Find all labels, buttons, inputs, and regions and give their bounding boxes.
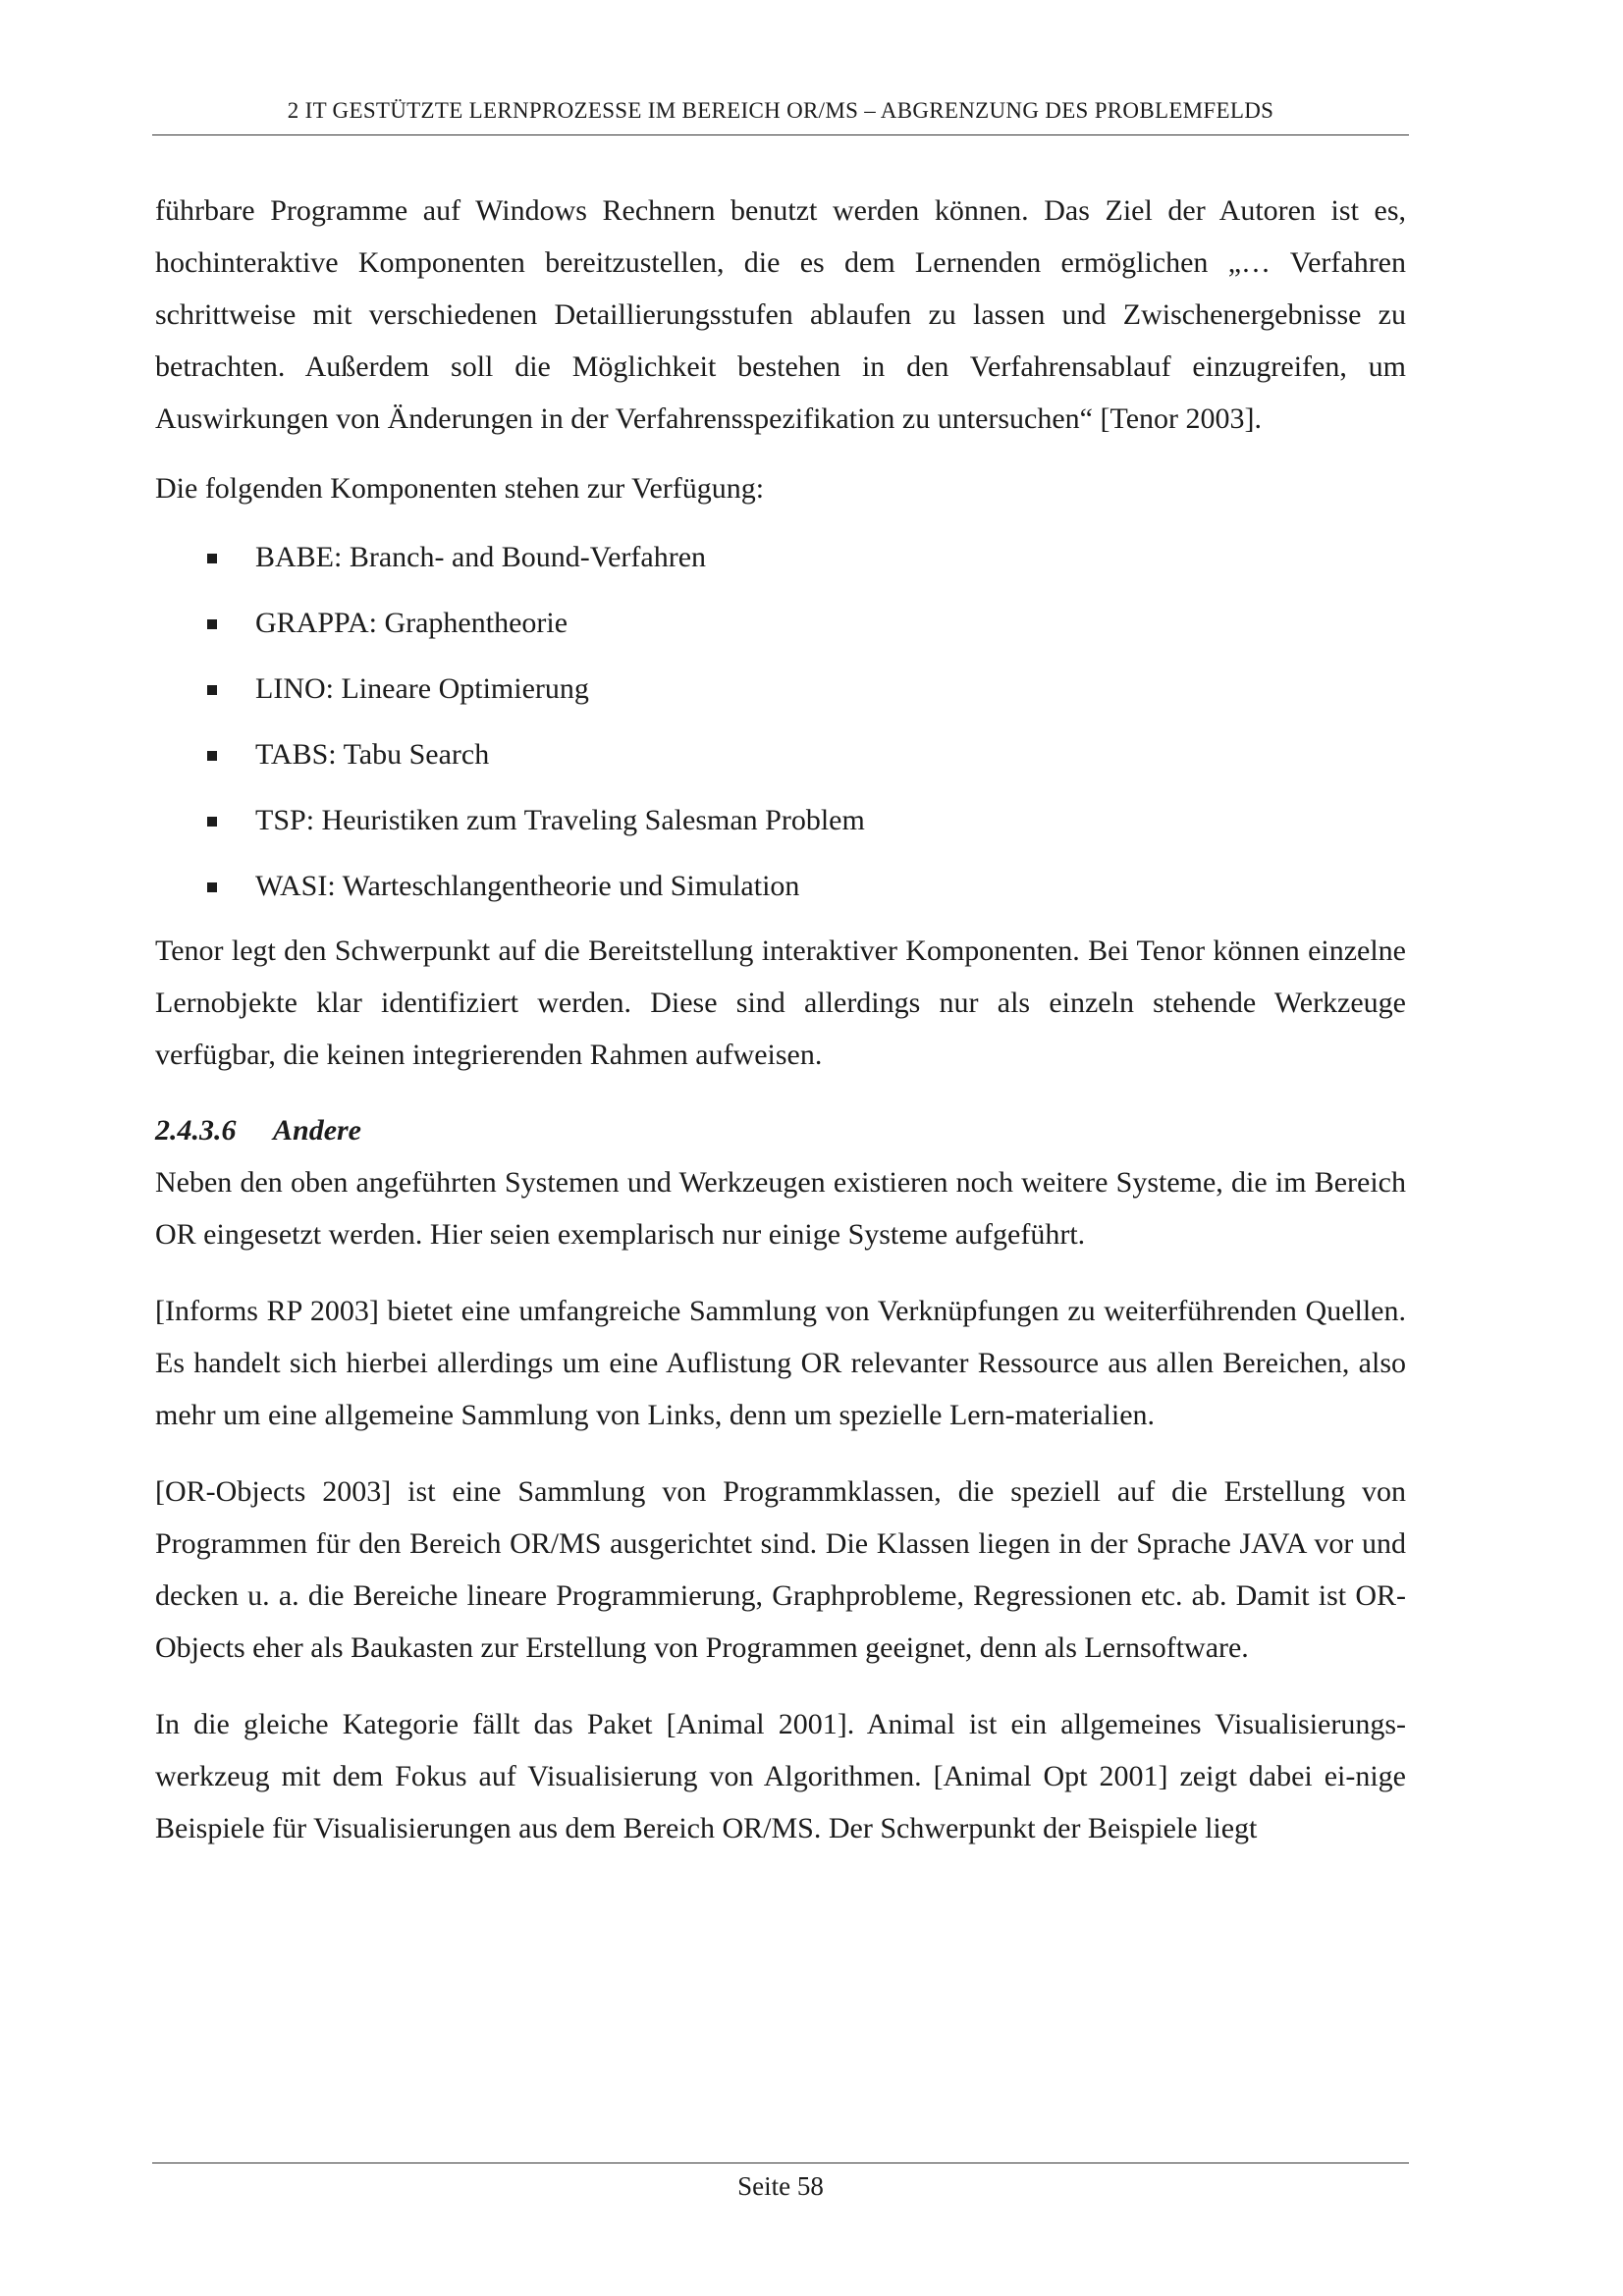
square-bullet-icon: [207, 685, 217, 695]
paragraph-6: [OR-Objects 2003] ist eine Sammlung von Programmklassen, die speziell auf die Erstellung von Programmen für den Bereich OR/MS ausgerichtet sind. Die Klassen liegen in der Sprache JAVA vor und decken u. a. die Bereiche lineare Programmierung, Graphprobleme, Regressionen etc. ab. Damit ist OR-Objects eher als Baukasten zur Erstellung von Programmen geeignet, denn als Lernsoftware.: [155, 1475, 1406, 1664]
section-heading: [155, 1104, 1406, 1156]
list-item: [155, 787, 1406, 853]
square-bullet-icon: [207, 751, 217, 761]
list-item: [155, 656, 1406, 721]
square-bullet-icon: [207, 554, 217, 563]
running-header: 2 IT GESTÜTZTE LERNPROZESSE IM BEREICH OR/MS – ABGRENZUNG DES PROBLEMFELDS: [287, 98, 1274, 123]
list-item-text: WASI: Warteschlangentheorie und Simulation: [255, 870, 800, 902]
square-bullet-icon: [207, 817, 217, 827]
component-list: [155, 524, 1406, 919]
paragraph-7: In die gleiche Kategorie fällt das Paket [Animal 2001]. Animal ist ein allgemeines Visualisierungs-werkzeug mit dem Fokus auf Visualisierung von Algorithmen. [Animal Opt 2001] zeigt dabei ei-nige Beispiele für Visualisierungen aus dem Bereich OR/MS. Der Schwerpunkt der Beispiele liegt: [155, 1708, 1406, 1844]
header-divider: [152, 134, 1409, 135]
list-item-text: TSP: Heuristiken zum Traveling Salesman Problem: [255, 804, 865, 836]
paragraph-1: führbare Programme auf Windows Rechnern benutzt werden können. Das Ziel der Autoren ist es, hochinteraktive Komponenten bereitzustellen, die es dem Lernenden ermöglichen „… Verfahren schrittweise mit verschiedenen Detaillierungsstufen ablaufen zu lassen und Zwischenergebnisse zu betrachten. Außerdem soll die Möglichkeit bestehen in den Verfahrensablauf einzugreifen, um Auswirkungen von Änderungen in der Verfahrensspezifikation zu untersuchen“ [Tenor 2003].: [155, 194, 1406, 435]
list-item-text: BABE: Branch- and Bound-Verfahren: [255, 541, 707, 573]
list-item-text: GRAPPA: Graphentheorie: [255, 607, 568, 639]
paragraph-2: Die folgenden Komponenten stehen zur Verfügung:: [155, 472, 765, 505]
list-item: [155, 853, 1406, 919]
section-number: 2.4.3.6: [155, 1114, 237, 1147]
square-bullet-icon: [207, 619, 217, 629]
list-item-text: LINO: Lineare Optimierung: [255, 672, 589, 705]
paragraph-5: [Informs RP 2003] bietet eine umfangreiche Sammlung von Verknüpfungen zu weiterführenden Quellen. Es handelt sich hierbei allerdings um eine Auflistung OR relevanter Ressource aus allen Bereichen, also mehr um eine allgemeine Sammlung von Links, denn um spezielle Lern-materialien.: [155, 1295, 1406, 1431]
list-item: [155, 524, 1406, 590]
paragraph-3: Tenor legt den Schwerpunkt auf die Bereitstellung interaktiver Komponenten. Bei Tenor können einzelne Lernobjekte klar identifiziert werden. Diese sind allerdings nur als einzeln stehende Werkzeuge verfügbar, die keinen integrierenden Rahmen aufweisen.: [155, 934, 1406, 1071]
square-bullet-icon: [207, 882, 217, 892]
section-title: Andere: [273, 1114, 361, 1147]
paragraph-4: Neben den oben angeführten Systemen und Werkzeugen existieren noch weitere Systeme, die im Bereich OR eingesetzt werden. Hier seien exemplarisch nur einige Systeme aufgeführt.: [155, 1166, 1406, 1251]
list-item: [155, 721, 1406, 787]
list-item-text: TABS: Tabu Search: [255, 738, 490, 771]
page-body: [155, 185, 1406, 1854]
list-item: [155, 590, 1406, 656]
page-number: Seite 58: [737, 2171, 824, 2201]
